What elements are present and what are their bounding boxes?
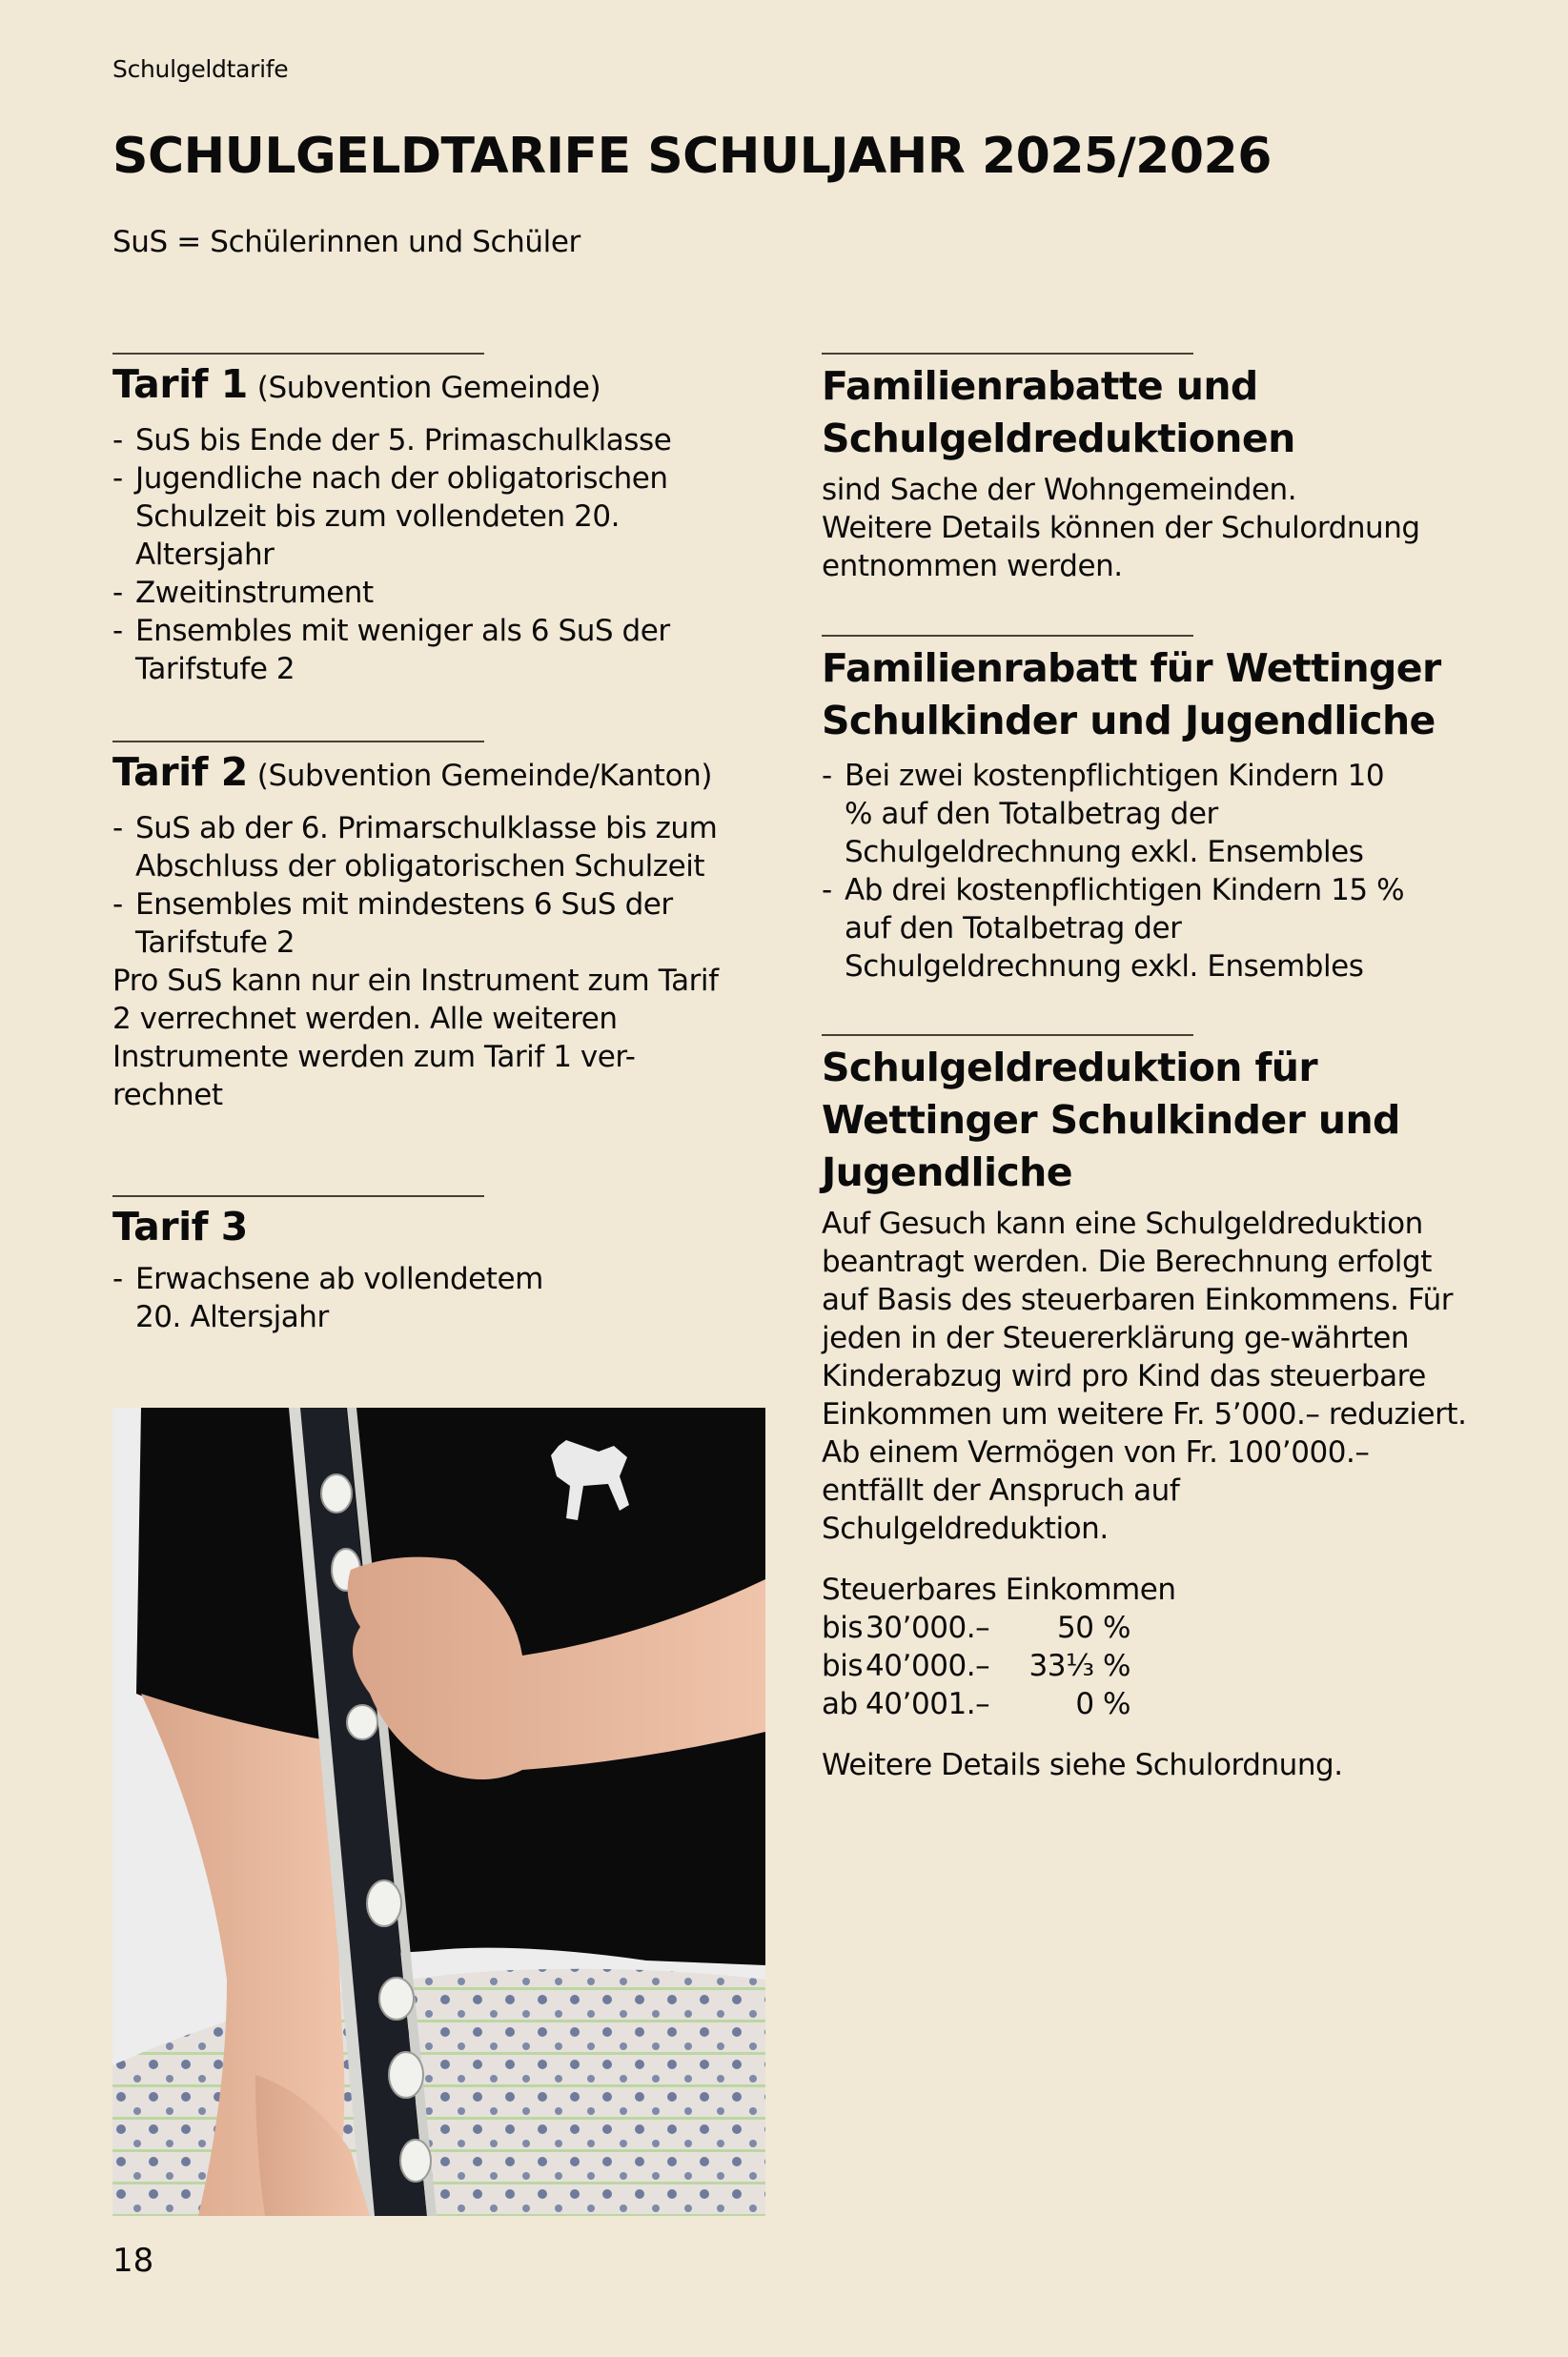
tarif-1-subtitle: (Subvention Gemeinde) [256, 371, 601, 405]
schulgeldreduktion-footer: Weitere Details siehe Schulordnung. [822, 1748, 1343, 1782]
table-row [822, 1685, 1130, 1723]
list-item: - Ensembles mit mindestens 6 SuS der Tarifstufe 2 [112, 885, 745, 962]
rate-amount: 30’000.– [865, 1611, 990, 1645]
clarinet-photo [112, 1408, 765, 2216]
schulgeldreduktion-heading: Schulgeldreduktion für Wettinger Schulkinder und Jugendliche [822, 1045, 1400, 1195]
tarif-2-section [112, 741, 780, 1114]
tarif-2-subtitle: (Subvention Gemeinde/Kanton) [256, 759, 713, 793]
list-item: - Ensembles mit weniger als 6 SuS der Tarifstufe 2 [112, 612, 745, 688]
tarif-2-list [112, 809, 780, 962]
section-divider [822, 635, 1193, 637]
familienrabatte-heading: Familienrabatte und Schulgeldreduktionen [822, 363, 1295, 461]
tarif-1-section [112, 353, 780, 688]
page-title: SCHULGELDTARIFE SCHULJAHR 2025/2026 [112, 128, 1272, 185]
list-item: - Zweitinstrument [112, 574, 780, 612]
rate-qualifier: ab [822, 1687, 858, 1721]
income-table-heading: Steuerbares Einkommen [822, 1573, 1176, 1607]
schulgeldreduktion-section [822, 1034, 1470, 1784]
rate-percent: 0 % [1075, 1687, 1130, 1721]
tarif-3-section [112, 1195, 780, 1336]
tarif-2-note: Pro SuS kann nur ein Instrument zum Tarif 2 verrechnet werden. Alle weiteren Instrumente werden zum Tarif 1 ver-rechnet [112, 964, 719, 1112]
schulgeldreduktion-text: Auf Gesuch kann eine Schulgeldreduktion beantragt werden. Die Berechnung erfolgt auf Basis des steuerbaren Einkommens. Für jeden in der Steuererklärung ge-währten Kinderabzug wird pro Kind das steuerbare Einkommen um weitere Fr. 5’000.– reduziert. Ab einem Vermögen von Fr. 100’000.– entfällt der Anspruch auf Schulgeldreduktion. [822, 1207, 1467, 1546]
clarinet-photo-illustration [112, 1408, 765, 2216]
running-head: Schulgeldtarife [112, 55, 289, 83]
tarif-2-title: Tarif 2 [112, 749, 248, 795]
table-row [822, 1647, 1130, 1685]
familienrabatt-list [822, 757, 1470, 985]
section-divider [112, 1195, 484, 1197]
tarif-3-heading: Tarif 3 [112, 1204, 248, 1250]
rate-amount: 40’001.– [865, 1687, 990, 1721]
list-item: - Bei zwei kostenpflichtigen Kindern 10 % auf den Totalbetrag der Schulgeldrechnung exkl. Ensembles [822, 757, 1416, 871]
list-item: - Ab drei kostenpflichtigen Kindern 15 % auf den Totalbetrag der Schulgeldrechnung exkl. Ensembles [822, 871, 1416, 985]
familienrabatt-wettingen-heading: Familienrabatt für Wettinger Schulkinder und Jugendliche [822, 645, 1441, 743]
familienrabatte-section [822, 353, 1470, 585]
tarif-1-list [112, 421, 780, 688]
abbreviation-note: SuS = Schülerinnen und Schüler [112, 225, 580, 259]
rate-qualifier: bis [822, 1649, 864, 1683]
list-item: - Erwachsene ab vollendetem 20. Altersjahr [112, 1260, 593, 1336]
tarif-1-title: Tarif 1 [112, 361, 248, 407]
list-item: - SuS ab der 6. Primarschulklasse bis zum Abschluss der obligatorischen Schulzeit [112, 809, 755, 885]
tarif-3-list [112, 1260, 780, 1336]
income-rate-table [822, 1609, 1130, 1723]
table-row [822, 1609, 1130, 1647]
rate-percent: 33⅓ % [1028, 1649, 1130, 1683]
rate-percent: 50 % [1057, 1611, 1130, 1645]
list-item: - SuS bis Ende der 5. Primaschulklasse [112, 421, 780, 459]
section-divider [112, 741, 484, 742]
familienrabatte-text-1: sind Sache der Wohngemeinden. [822, 473, 1297, 507]
section-divider [822, 1034, 1193, 1036]
tarif-2-heading [112, 748, 780, 800]
tarif-1-heading [112, 360, 780, 412]
page-number: 18 [112, 2242, 154, 2280]
section-divider [112, 353, 484, 355]
rate-amount: 40’000.– [865, 1649, 990, 1683]
list-item: - Jugendliche nach der obligatorischen Schulzeit bis zum vollendeten 20. Altersjahr [112, 459, 745, 574]
familienrabatte-text-2: Weitere Details können der Schulordnung entnommen werden. [822, 511, 1420, 583]
section-divider [822, 353, 1193, 355]
rate-qualifier: bis [822, 1611, 864, 1645]
familienrabatt-wettingen-section [822, 635, 1470, 985]
